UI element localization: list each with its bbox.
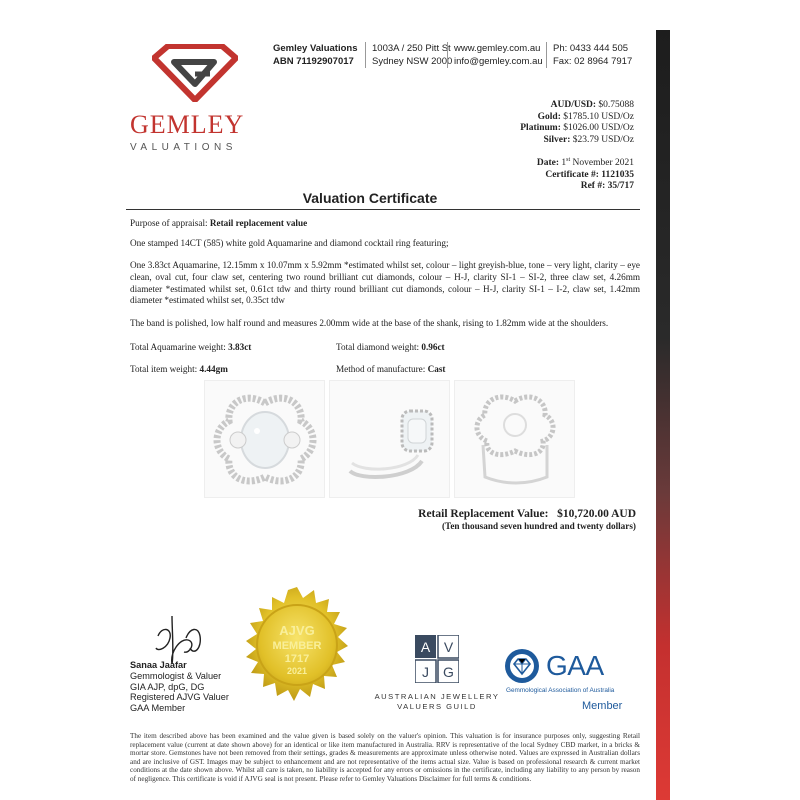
gold-value: $1785.10 USD/Oz [563,111,634,122]
seal-line-3: 1717 [284,653,310,665]
metal-rates [520,100,634,146]
gem-logo-icon [152,44,238,102]
decorative-side-bar [656,30,670,800]
item-intro: One stamped 14CT (585) white gold Aquamarine and diamond cocktail ring featuring; [130,238,449,248]
valuer-membership: GAA Member [130,703,186,714]
manufacture-method-value: Cast [427,364,446,374]
disclaimer-text: The item described above has been examined and the value given is based solely on the valuer's opinion. This valuation is for insurance purposes only, suggesting Retail replacement value (current at date shown above) for an identical or like item manufactured in Australia. RRV is representative of the local Sydney CBD market, in a bricks & mortar store. Gemstones have not been removed from their settings, grades & measurements are approximate unless otherwise noted. Values are expressed in Australian dollars and are inclusive of GST. Images may be subject to enhancement and are not representative of the items actual size. Value is based on professional research & current market conditions at the date shown above. Whilst all care is taken, no liability is accepted for any errors or omissions in the certificate, including any liability to any person by reason of negligence. This certificate is void if AJVG seal is not present. Please refer to Gemley Valuations Disclaimer for full terms & conditions. [130,732,640,783]
header-web [447,42,543,68]
valuer-registration: Registered AJVG Valuer [130,692,229,703]
website-link[interactable]: www.gemley.com.au [454,43,541,54]
ajvg-emblem-icon [415,635,459,683]
item-weight-label: Total item weight: [130,364,198,374]
date-rest: November 2021 [572,158,634,169]
valuer-role: Gemmologist & Valuer [130,670,222,681]
certificate-meta [537,155,634,193]
gold-label: Gold: [537,111,561,122]
diamond-weight-value: 0.96ct [421,342,445,352]
rrv-label: Retail Replacement Value: [418,508,549,520]
gaa-logo [504,648,634,712]
rrv-in-words: (Ten thousand seven hundred and twenty dollars) [441,521,636,531]
aquamarine-weight-label: Total Aquamarine weight: [130,342,226,352]
silver-value: $23.79 USD/Oz [572,134,634,145]
valuer-qualifications: GIA AJP, dpG, DG [130,681,205,692]
ajvg-caption-2: VALUERS GUILD [397,701,477,711]
page-title [0,190,740,206]
ring-photo-side [329,380,450,498]
platinum-label: Platinum: [520,123,561,133]
company-abn: ABN 71192907017 [273,56,354,67]
ajvg-letter-a: A [420,639,431,655]
title-divider [126,209,640,210]
item-weight [130,364,228,374]
rrv-amount: $10,720.00 AUD [557,508,636,520]
date-label: Date: [536,158,559,169]
ajvg-logo [372,635,502,711]
address-line-1: 1003A / 250 Pitt St [372,43,451,54]
ajvg-letter-g: G [443,664,454,680]
ring-photo-top [204,380,325,498]
retail-replacement-value [418,508,636,520]
gaa-abbreviation: GAA [546,650,604,681]
aud-usd-label: AUD/USD: [550,100,596,110]
ring-back-view-image [455,381,575,498]
item-description: One 3.83ct Aquamarine, 12.15mm x 10.07mm x 5.92mm *estimated whilst set, colour – light greyish-blue, tone – very light, clarity – eye clean, oval cut, four claw set, centering two round brilliant cut diamonds, colour – H-J, clarity SI-1 – SI-2, three claw set, 4.26mm diameter *estimated whilst set, 0.61ct tdw and thirty round brilliant cut diamonds, colour – H-J, clarity SI-1 – I-2, claw set, 1.42mm diameter *estimated whilst set, 0.35ct tdw [130,260,640,306]
diamond-weight-label: Total diamond weight: [336,342,420,352]
diamond-weight [336,342,445,352]
aquamarine-weight [130,342,251,352]
aud-usd-value: $0.75088 [598,100,634,110]
manufacture-method-label: Method of manufacture: [336,364,426,374]
ajvg-member-seal [236,587,358,709]
valuer-details [130,660,229,714]
date-suffix: st [566,157,571,163]
date-day: 1 [561,158,567,169]
ring-top-view-image [205,381,325,498]
email-link[interactable]: info@gemley.com.au [454,56,543,67]
header-company [273,42,357,68]
ring-photo-back [454,380,575,498]
brand-name: GEMLEY [130,110,245,139]
gemley-logo [130,44,260,153]
ajvg-caption-1: AUSTRALIAN JEWELLERY [374,692,500,701]
address-line-2: Sydney NSW 2000 [372,56,453,67]
title-text: Valuation Certificate [302,190,438,206]
item-weight-value: 4.44gm [199,364,228,374]
aquamarine-weight-value: 3.83ct [228,342,252,352]
brand-subtitle: VALUATIONS [130,142,237,153]
ajvg-letter-j: J [422,664,429,680]
seal-line-4: 2021 [286,666,308,676]
ring-side-view-image [330,381,450,498]
gaa-emblem-icon [504,648,540,684]
certificate-number: 1121035 [601,169,634,180]
purpose-value: Retail replacement value [209,218,308,228]
silver-label: Silver: [543,134,571,145]
fax-number: Fax: 02 8964 7917 [553,56,633,67]
valuer-name: Sanaa Jaafar [130,660,187,670]
platinum-value: $1026.00 USD/Oz [563,123,634,133]
header-address [365,42,452,68]
ref-label: Ref #: [580,181,606,192]
purpose-label: Purpose of appraisal: [130,218,208,228]
company-name: Gemley Valuations [273,43,358,54]
manufacture-method [336,364,445,374]
certificate-number-label: Certificate #: [545,169,599,180]
seal-line-1: AJVG [279,623,315,638]
header-phone [546,42,632,68]
band-description: The band is polished, low half round and measures 2.00mm wide at the base of the shank, rising to 1.82mm wide at the shoulders. [130,318,609,328]
valuer-signature [150,608,210,668]
phone-number: Ph: 0433 444 505 [553,43,629,54]
seal-line-2: MEMBER [272,640,322,652]
gaa-member-label: Member [582,700,623,712]
ajvg-letter-v: V [443,639,454,655]
purpose-line [130,218,640,230]
gaa-full-name: Gemmological Association of Australia [506,687,615,694]
ref-number: 35/717 [607,181,634,192]
